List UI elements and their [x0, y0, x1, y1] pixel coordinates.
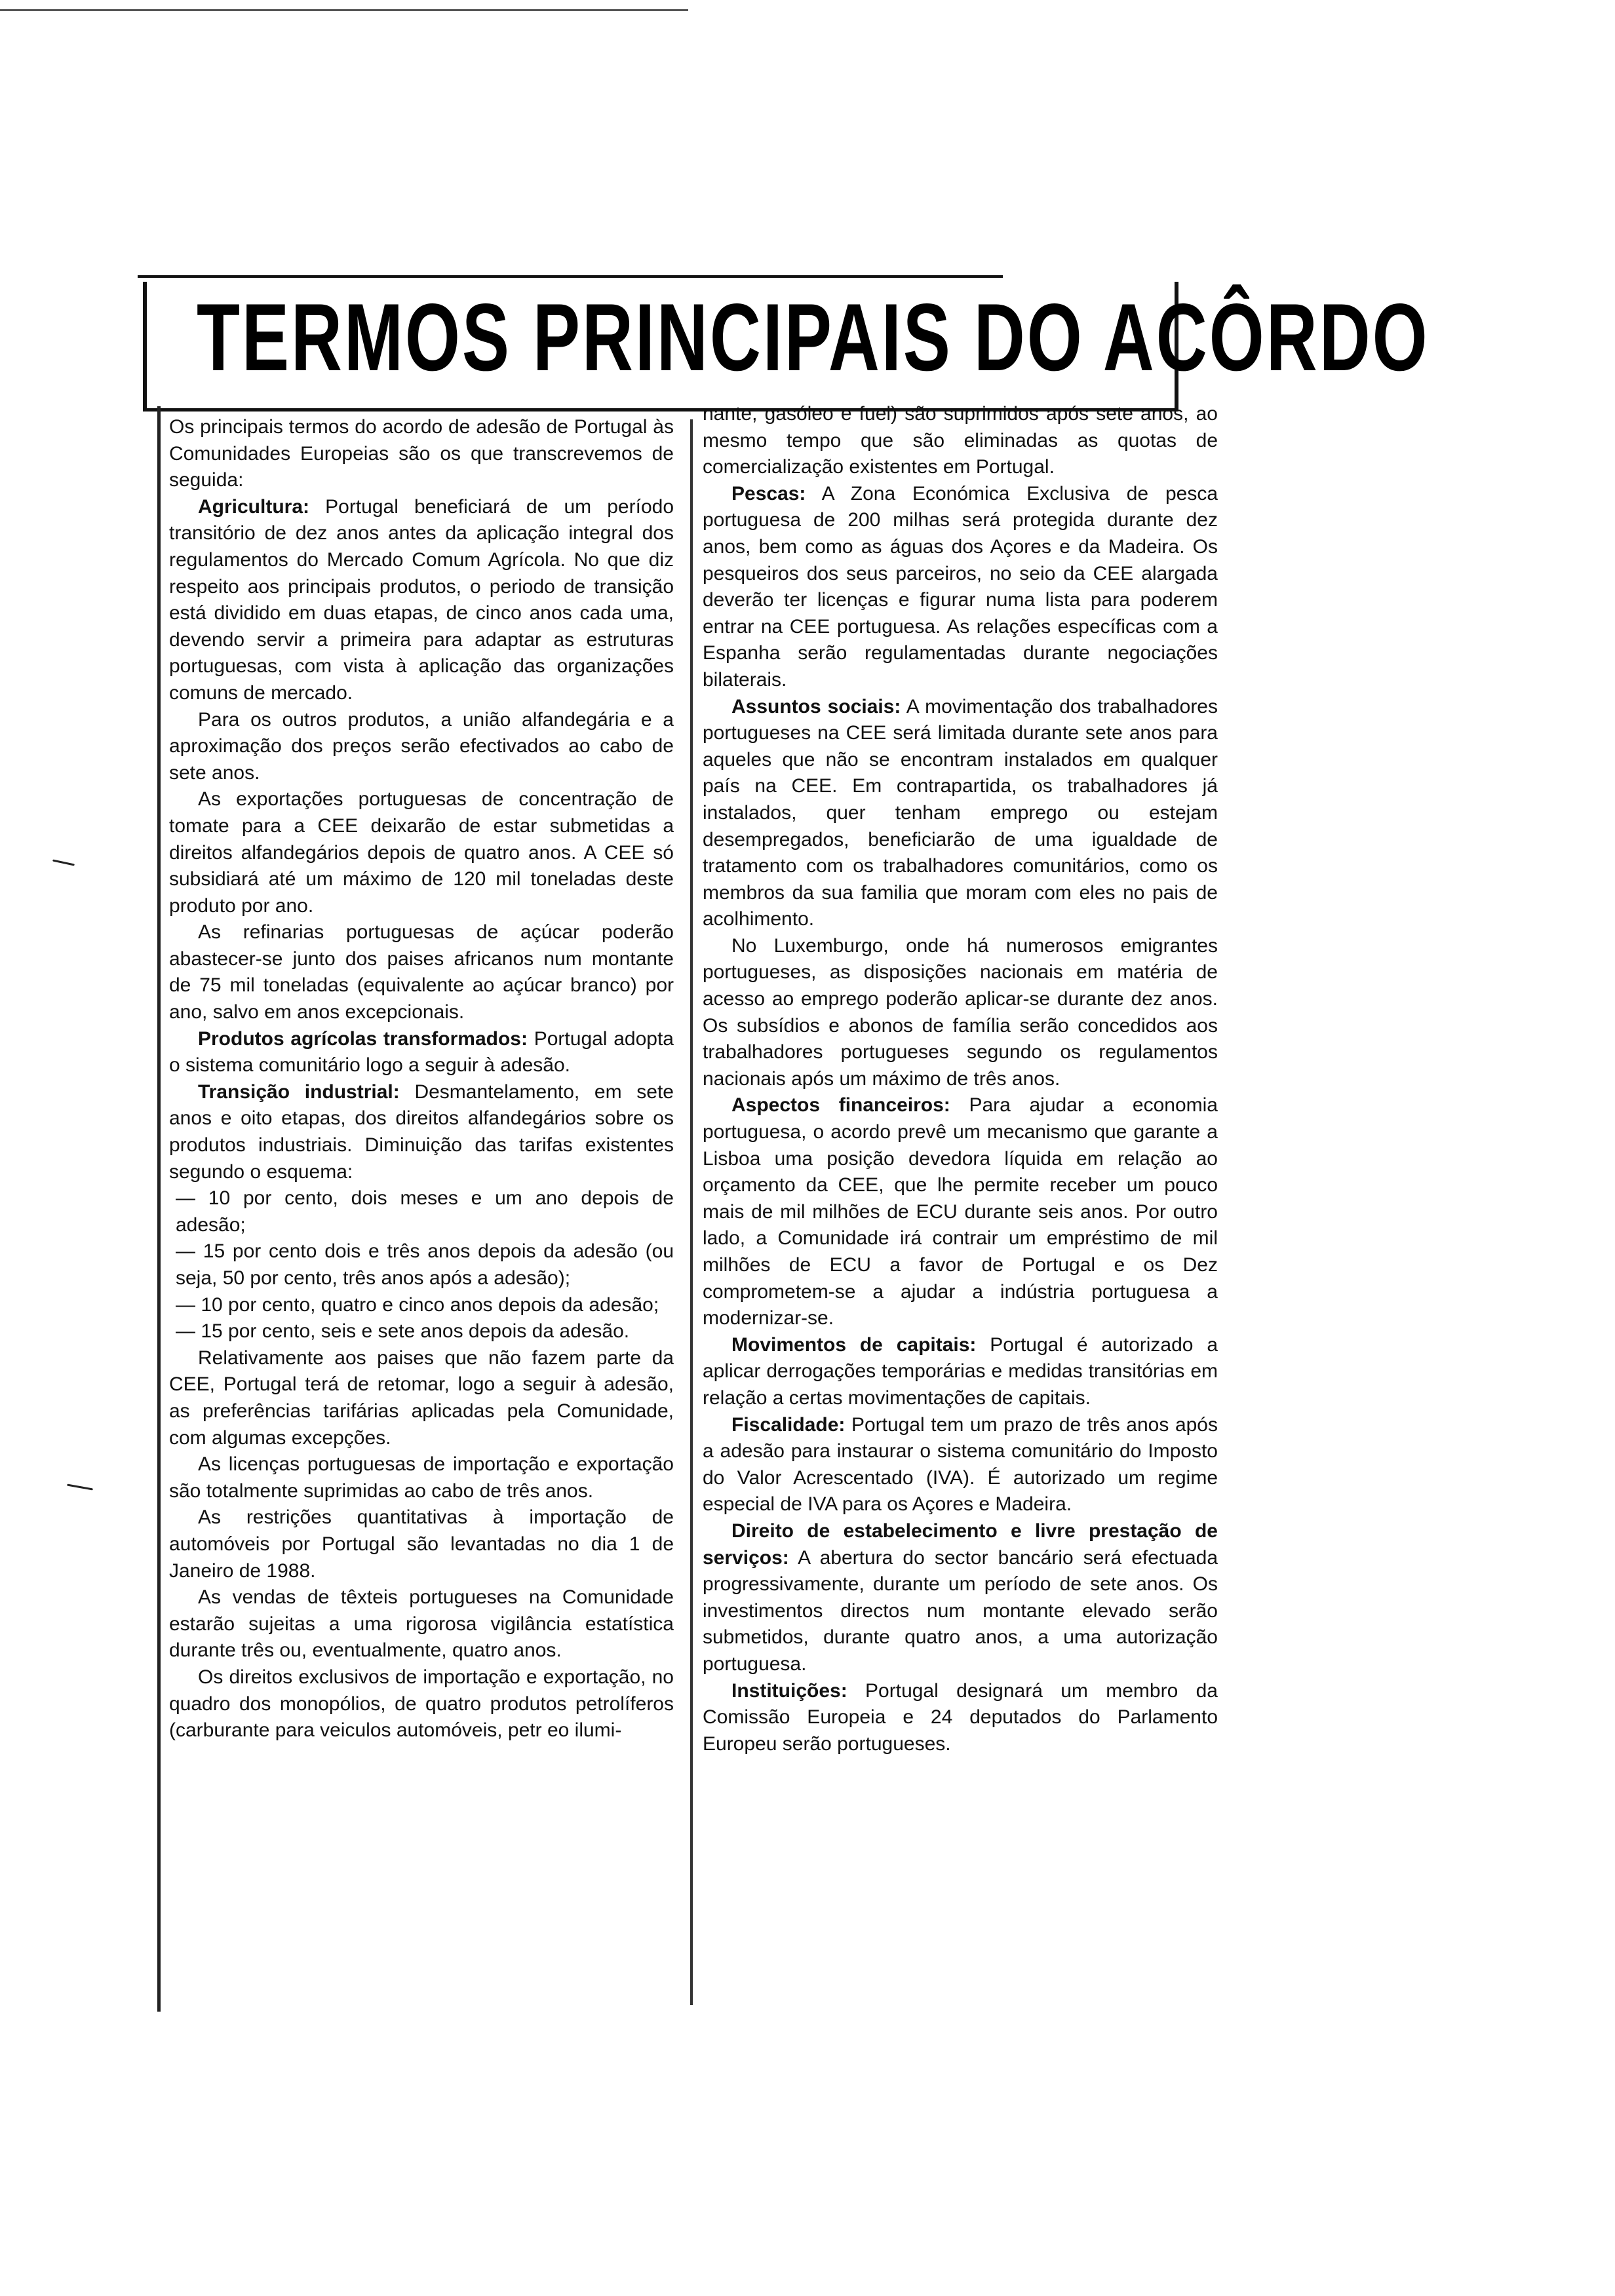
- paragraph-text: Portugal tem um prazo de três anos após a adesão para instaurar o sistema comunitário do Imposto do Valor Acrescentado (IVA). É autorizado um regime especial de IVA para os Açores e Madeira.: [703, 1413, 1218, 1516]
- paragraph: [169, 1079, 674, 1185]
- paragraph: [703, 1332, 1218, 1412]
- paragraph-text: As refinarias portuguesas de açúcar poderão abastecer-se junto dos paises africanos num montante de 75 mil toneladas (equivalente ao açúcar branco) por ano, salvo em anos excepcionais.: [169, 921, 674, 1024]
- paragraph-text: As licenças portuguesas de importação e exportação são totalmente suprimidas ao cabo de três anos.: [169, 1453, 674, 1502]
- paragraph: [703, 481, 1218, 694]
- paragraph-text: Para os outros produtos, a união alfandegária e a aproximação dos preços serão efectivados ao cabo de sete anos.: [169, 708, 674, 784]
- paragraph-text: Portugal é autorizado a aplicar derrogações temporárias e medidas transitórias em relação a certas movimentações de capitais.: [703, 1333, 1218, 1409]
- paragraph-lead: Assuntos sociais:: [731, 695, 901, 718]
- paragraph: [703, 1412, 1218, 1518]
- paragraph-text: Portugal beneficiará de um período transitório de dez anos antes da aplicação integral dos regulamentos do Mercado Comum Agrícola. No que diz respeito aos principais produtos, o periodo de transição está dividido em duas etapas, de cinco anos cada uma, devendo servir a primeira para adaptar as estruturas portuguesas, com vista à aplicação das organizações comuns de mercado.: [169, 495, 674, 704]
- paragraph: [169, 1664, 674, 1744]
- paragraph-text: — 10 por cento, quatro e cinco anos depois da adesão;: [176, 1293, 659, 1316]
- left-column: [169, 414, 674, 1744]
- paragraph-text: — 10 por cento, dois meses e um ano depois de adesão;: [176, 1187, 674, 1236]
- paragraph: [169, 1504, 674, 1584]
- paragraph-text: Para ajudar a economia portuguesa, o acordo prevê um mecanismo que garante a Lisboa uma posição devedora líquida em relação ao orçamento da CEE, que lhe permite receber um pouco mais de mil milhões de ECU durante seis anos. Por outro lado, a Comunidade irá contrair um empréstimo de mil milhões de ECU a favor de Portugal e os Dez comprometem-se a ajudar a indústria portuguesa a modernizar-se.: [703, 1094, 1218, 1330]
- paragraph-lead: Movimentos de capitais:: [731, 1333, 977, 1356]
- paragraph: [169, 1451, 674, 1504]
- paragraph-text: A movimentação dos trabalhadores portugueses na CEE será limitada durante sete anos para aqueles que não se encontram instalados em qualquer país na CEE. Em contrapartida, os trabalhadores já instalados, quer tenham emprego ou estejam desempregados, beneficiarão de uma igualdade de tratamento com os trabalhadores comunitários, como os membros da sua familia que moram com eles no pais de acolhimento.: [703, 695, 1218, 930]
- paragraph-text: Os principais termos do acordo de adesão de Portugal às Comunidades Europeias são os que transcrevemos de seguida:: [169, 416, 674, 491]
- paragraph-text: As vendas de têxteis portugueses na Comunidade estarão sujeitas a uma rigorosa vigilância estatística durante três ou, eventualmente, quatro anos.: [169, 1586, 674, 1662]
- paragraph: [169, 1238, 674, 1292]
- paragraph: [169, 1584, 674, 1664]
- paragraph-lead: Instituições:: [731, 1679, 847, 1702]
- paragraph-lead: Produtos agrícolas transformados:: [198, 1027, 528, 1050]
- paragraph: [169, 1318, 674, 1345]
- scan-edge-line: [0, 9, 688, 11]
- paragraph-lead: Fiscalidade:: [731, 1413, 846, 1436]
- paragraph: [703, 694, 1218, 933]
- paragraph: [169, 1292, 674, 1319]
- paragraph-text: A abertura do sector bancário será efectuada progressivamente, durante um período de sete anos. Os investimentos directos num montante elevado serão submetidos, durante quatro anos, a uma autorização portuguesa.: [703, 1546, 1218, 1675]
- paragraph-text: A Zona Económica Exclusiva de pesca portuguesa de 200 milhas será protegida durante dez anos, bem como as águas dos Açores e da Madeira. Os pesqueiros dos seus parceiros, no seio da CEE alargada deverão ter licenças e figurar numa lista para poderem entrar na CEE portuguesa. As relações específicas com a Espanha serão regulamentadas durante negociações bilaterais.: [703, 482, 1218, 691]
- paragraph: [169, 1185, 674, 1238]
- paragraph: [703, 1678, 1218, 1758]
- paragraph-text: nante, gasóleo e fuel) são suprimidos após sete anos, ao mesmo tempo que são eliminadas as quotas de comercialização existentes em Portugal.: [703, 403, 1218, 478]
- paragraph: [169, 1345, 674, 1451]
- paragraph-text: — 15 por cento, seis e sete anos depois da adesão.: [176, 1320, 630, 1343]
- paragraph-text: Relativamente aos paises que não fazem parte da CEE, Portugal terá de retomar, logo a seguir à adesão, as preferências tarifárias aplicadas pela Comunidade, com algumas excepções.: [169, 1347, 674, 1449]
- paragraph: [703, 1518, 1218, 1678]
- paragraph: [169, 1026, 674, 1079]
- paragraph-text: Portugal adopta o sistema comunitário logo a seguir à adesão.: [169, 1027, 674, 1077]
- right-column: [703, 401, 1218, 1757]
- paragraph-lead: Aspectos financeiros:: [731, 1094, 950, 1117]
- paragraph-lead: Direito de estabelecimento e livre prestação de serviços:: [703, 1520, 1218, 1569]
- paragraph-text: No Luxemburgo, onde há numerosos emigrantes portugueses, as disposições nacionais em matéria de acesso ao emprego poderão aplicar-se durante dez anos. Os subsídios e abonos de família serão concedidos aos trabalhadores portugueses segundo os regulamentos nacionais após um máximo de três anos.: [703, 934, 1218, 1090]
- paragraph: [703, 933, 1218, 1093]
- paragraph-text: Portugal designará um membro da Comissão Europeia e 24 deputados do Parlamento Europeu serão portugueses.: [703, 1679, 1218, 1755]
- paragraph: [169, 494, 674, 707]
- margin-mark: [67, 1484, 93, 1491]
- paragraph-lead: Transição industrial:: [198, 1081, 400, 1103]
- paragraph-lead: Agricultura:: [198, 495, 310, 518]
- paragraph-text: As exportações portuguesas de concentração de tomate para a CEE deixarão de estar submetidas a direitos alfandegários depois de quatro anos. A CEE só subsidiará até um máximo de 120 mil toneladas deste produto por ano.: [169, 788, 674, 917]
- paragraph-lead: Pescas:: [731, 482, 806, 505]
- paragraph: [703, 1092, 1218, 1331]
- paragraph: [169, 414, 674, 494]
- paragraph: [169, 919, 674, 1025]
- paragraph: [703, 401, 1218, 481]
- article-headline: TERMOS PRINCIPAIS DO ACÔRDO: [197, 284, 1430, 391]
- paragraph-text: Os direitos exclusivos de importação e exportação, no quadro dos monopólios, de quatro produtos petrolíferos (carburante para veiculos automóveis, petr eo ilumi-: [169, 1666, 674, 1742]
- paragraph: [169, 786, 674, 919]
- column-divider: [690, 419, 693, 2005]
- headline-top-rule: [138, 275, 1003, 278]
- paragraph-text: As restrições quantitativas à importação de automóveis por Portugal são levantadas no dia 1 de Janeiro de 1988.: [169, 1506, 674, 1582]
- paragraph: [169, 707, 674, 787]
- paragraph-text: Desmantelamento, em sete anos e oito etapas, dos direitos alfandegários sobre os produtos industriais. Diminuição das tarifas existentes segundo o esquema:: [169, 1081, 674, 1183]
- margin-mark: [52, 859, 75, 866]
- paragraph-text: — 15 por cento dois e três anos depois da adesão (ou seja, 50 por cento, três anos após a adesão);: [176, 1240, 674, 1289]
- left-column-rule: [157, 406, 161, 2012]
